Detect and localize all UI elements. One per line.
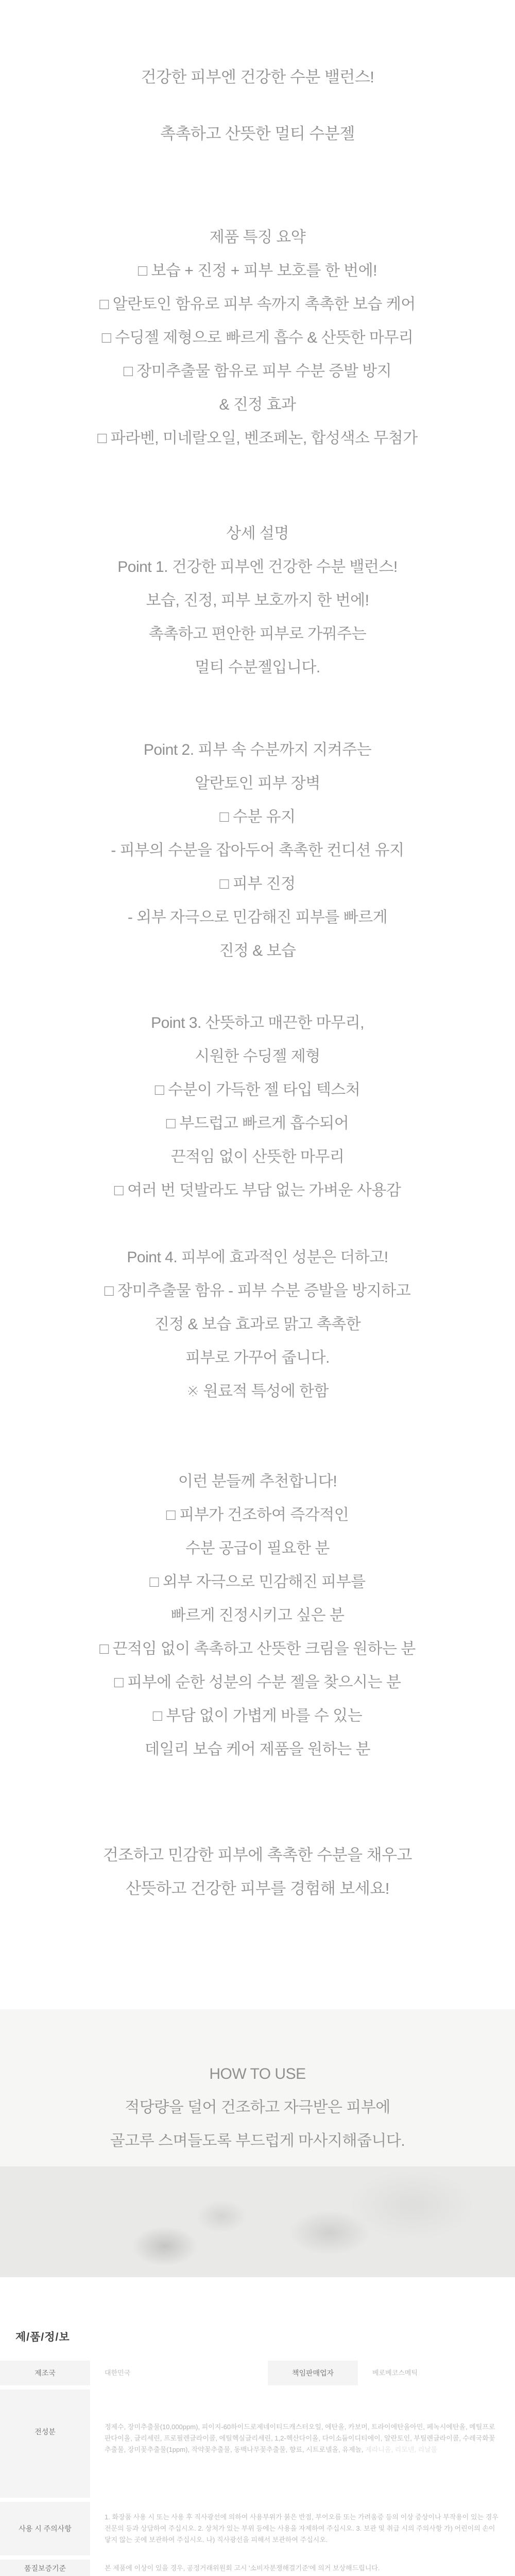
text-line: 멀티 수분젤입니다. — [195, 659, 320, 676]
text-line: □ 부드럽고 빠르게 흡수되어 — [166, 1115, 349, 1132]
text-line: 빠르게 진정시키고 싶은 분 — [170, 1607, 345, 1624]
text-line: □ 보습 + 진정 + 피부 보호를 한 번에! — [138, 262, 377, 279]
ingredients-text-faded: 제라니올, 리모넨, 리날룰 — [365, 2446, 438, 2453]
table-row-ingredients — [0, 2389, 515, 2498]
text-line: 수분 공급이 필요한 분 — [185, 1540, 330, 1557]
how-to-use-band — [0, 2009, 515, 2277]
text-line: □ 파라벤, 미네랄오일, 벤조페논, 합성색소 무첨가 — [97, 430, 418, 447]
text-line: 보습, 진정, 피부 보호까지 한 번에! — [146, 592, 369, 609]
ingredients-value — [90, 2389, 515, 2498]
text-line: - 외부 자극으로 민감해진 피부를 빠르게 — [127, 909, 388, 926]
text-line: □ 피부가 건조하여 즉각적인 — [166, 1506, 349, 1523]
text-line: 촉촉하고 편안한 피부로 가꿔주는 — [148, 625, 367, 642]
text-line: 데일리 보습 케어 제품을 원하는 분 — [145, 1741, 370, 1758]
detail-point1-section — [0, 517, 515, 684]
detail-point2-section — [0, 733, 515, 968]
text-line: 건조하고 민감한 피부에 촉촉한 수분을 채우고 — [102, 1846, 413, 1864]
text-line: - 피부의 수분을 잡아두어 촉촉한 컨디션 유지 — [111, 842, 404, 859]
table-row-warranty — [0, 2560, 515, 2576]
closing-message — [0, 1838, 515, 1905]
table-row-origin-seller — [0, 2361, 515, 2385]
seller-value: 베로베코스메틱 — [372, 2369, 418, 2377]
text-line: □ 부담 없이 가볍게 바를 수 있는 — [152, 1707, 363, 1724]
origin-label: 제조국 — [0, 2361, 90, 2385]
detail-point4-section — [0, 1241, 515, 1408]
recommend-heading: 이런 분들께 추천합니다! — [178, 1473, 337, 1490]
text-line: & 진정 효과 — [219, 396, 296, 413]
text-line: 건강한 피부엔 건강한 수분 밸런스! — [141, 68, 374, 86]
detail-point1-lines — [0, 550, 515, 684]
text-line: 끈적임 없이 산뜻한 마무리 — [170, 1148, 345, 1165]
text-line: □ 장미추출물 함유로 피부 수분 증발 방지 — [123, 363, 392, 380]
warranty-label: 품질보증기준 — [0, 2560, 90, 2576]
table-row-caution — [0, 2502, 515, 2555]
text-line: 산뜻하고 건강한 피부를 경험해 보세요! — [126, 1879, 389, 1897]
warranty-value: 본 제품에 이상이 있을 경우, 공정거래위원회 고시 '소비자분쟁해결기준'에 의거 보상해드립니다. — [105, 2564, 380, 2572]
text-line: 피부로 가꾸어 줍니다. — [185, 1349, 330, 1366]
text-line: □ 장미추출물 함유 - 피부 수분 증발을 방지하고 — [104, 1282, 411, 1299]
text-line: □ 여러 번 덧발라도 부담 없는 가벼운 사용감 — [114, 1182, 401, 1199]
text-line: 진정 & 보습 효과로 맑고 촉촉한 — [154, 1316, 361, 1333]
ingredients-label: 전성분 — [0, 2389, 90, 2498]
feature-summary-heading: 제품 특징 요약 — [209, 229, 306, 246]
text-line: 골고루 스며들도록 부드럽게 마사지해줍니다. — [110, 2132, 405, 2149]
origin-value: 대한민국 — [105, 2369, 131, 2377]
caution-value: 1. 화장품 사용 시 또는 사용 후 직사광선에 의하여 사용부위가 붉은 반점, 부어오름 또는 가려움증 등의 이상 증상이나 부작용이 있는 경우 전문의 등과 상담하여 주십시오. 2. 상처가 있는 부위 등에는 사용을 자제하여 주십시오. 3. 보관 및 취급 시의 주의사항 가) 어린이의 손이 닿지 않는 곳에 보관하여 주십시오. 나) 직사광선을 피해서 보관하여 주십시오. — [105, 2513, 499, 2544]
detail-heading: 상세 설명 — [226, 525, 289, 542]
product-info-table — [0, 2361, 515, 2576]
feature-summary-list — [0, 254, 515, 455]
text-line: 적당량을 덜어 건조하고 자극받은 피부에 — [125, 2099, 390, 2116]
text-line: Point 4. 피부에 효과적인 성분은 더하고! — [127, 1249, 388, 1266]
how-to-use-lines — [0, 2091, 515, 2158]
text-line: Point 1. 건강한 피부엔 건강한 수분 밸런스! — [117, 558, 398, 575]
text-line: □ 끈적임 없이 촉촉하고 산뜻한 크림을 원하는 분 — [99, 1640, 416, 1657]
how-to-use-section — [0, 2009, 515, 2158]
text-line: 시원한 수딩젤 제형 — [195, 1048, 320, 1065]
detail-point3-section — [0, 1006, 515, 1207]
text-line: □ 외부 자극으로 민감해진 피부를 — [149, 1573, 366, 1590]
text-line: 알란토인 피부 장벽 — [195, 775, 320, 792]
product-detail-page — [0, 49, 515, 2576]
text-line: □ 알란토인 함유로 피부 속까지 촉촉한 보습 케어 — [99, 296, 416, 313]
text-line: Point 3. 산뜻하고 매끈한 마무리, — [151, 1014, 364, 1031]
text-line: 촉촉하고 산뜻한 멀티 수분젤 — [160, 125, 355, 143]
caution-label: 사용 시 주의사항 — [0, 2502, 90, 2555]
text-line: Point 2. 피부 속 수분까지 지켜주는 — [143, 741, 372, 758]
recommend-section — [0, 1465, 515, 1766]
seller-label: 책임판매업자 — [268, 2361, 358, 2385]
how-to-use-heading: HOW TO USE — [209, 2065, 306, 2082]
feature-summary-section — [0, 221, 515, 455]
product-photo-faded — [0, 2166, 515, 2277]
recommend-list — [0, 1498, 515, 1766]
text-line: □ 수분이 가득한 젤 타입 텍스처 — [154, 1081, 360, 1098]
text-line: □ 수분 유지 — [219, 808, 296, 825]
product-info-heading: 제/품/정/보 — [15, 2331, 70, 2343]
text-line: □ 수딩젤 제형으로 빠르게 흡수 & 산뜻한 마무리 — [101, 329, 414, 346]
text-line: ※ 원료적 특성에 한함 — [186, 1383, 329, 1400]
ingredients-text: 정제수, 장미추출물(10,000ppm), 피이지-60하이드로제네이티드캐스터오일, 에탄올, 카보머, 트라이에탄올아민, 페녹시에탄올, 메틸프로판다이올, 글리세린, 프로필렌글라이콜, 에틸헥실글리세린, 1,2-헥산다이올, 다이소듐이디티에이, 알란토인, 부틸렌글라이콜, 수레국화꽃추출물, 장미꽃추출물(1ppm), 작약꽃추출물, 동백나무꽃추출물, 향료, 시트로넬올, 유제놀, — [105, 2423, 495, 2453]
text-line: □ 피부에 순한 성분의 수분 젤을 찾으시는 분 — [114, 1674, 401, 1691]
intro-slogan — [0, 49, 515, 162]
text-line: □ 피부 진정 — [219, 875, 296, 892]
text-line: 진정 & 보습 — [219, 942, 296, 959]
